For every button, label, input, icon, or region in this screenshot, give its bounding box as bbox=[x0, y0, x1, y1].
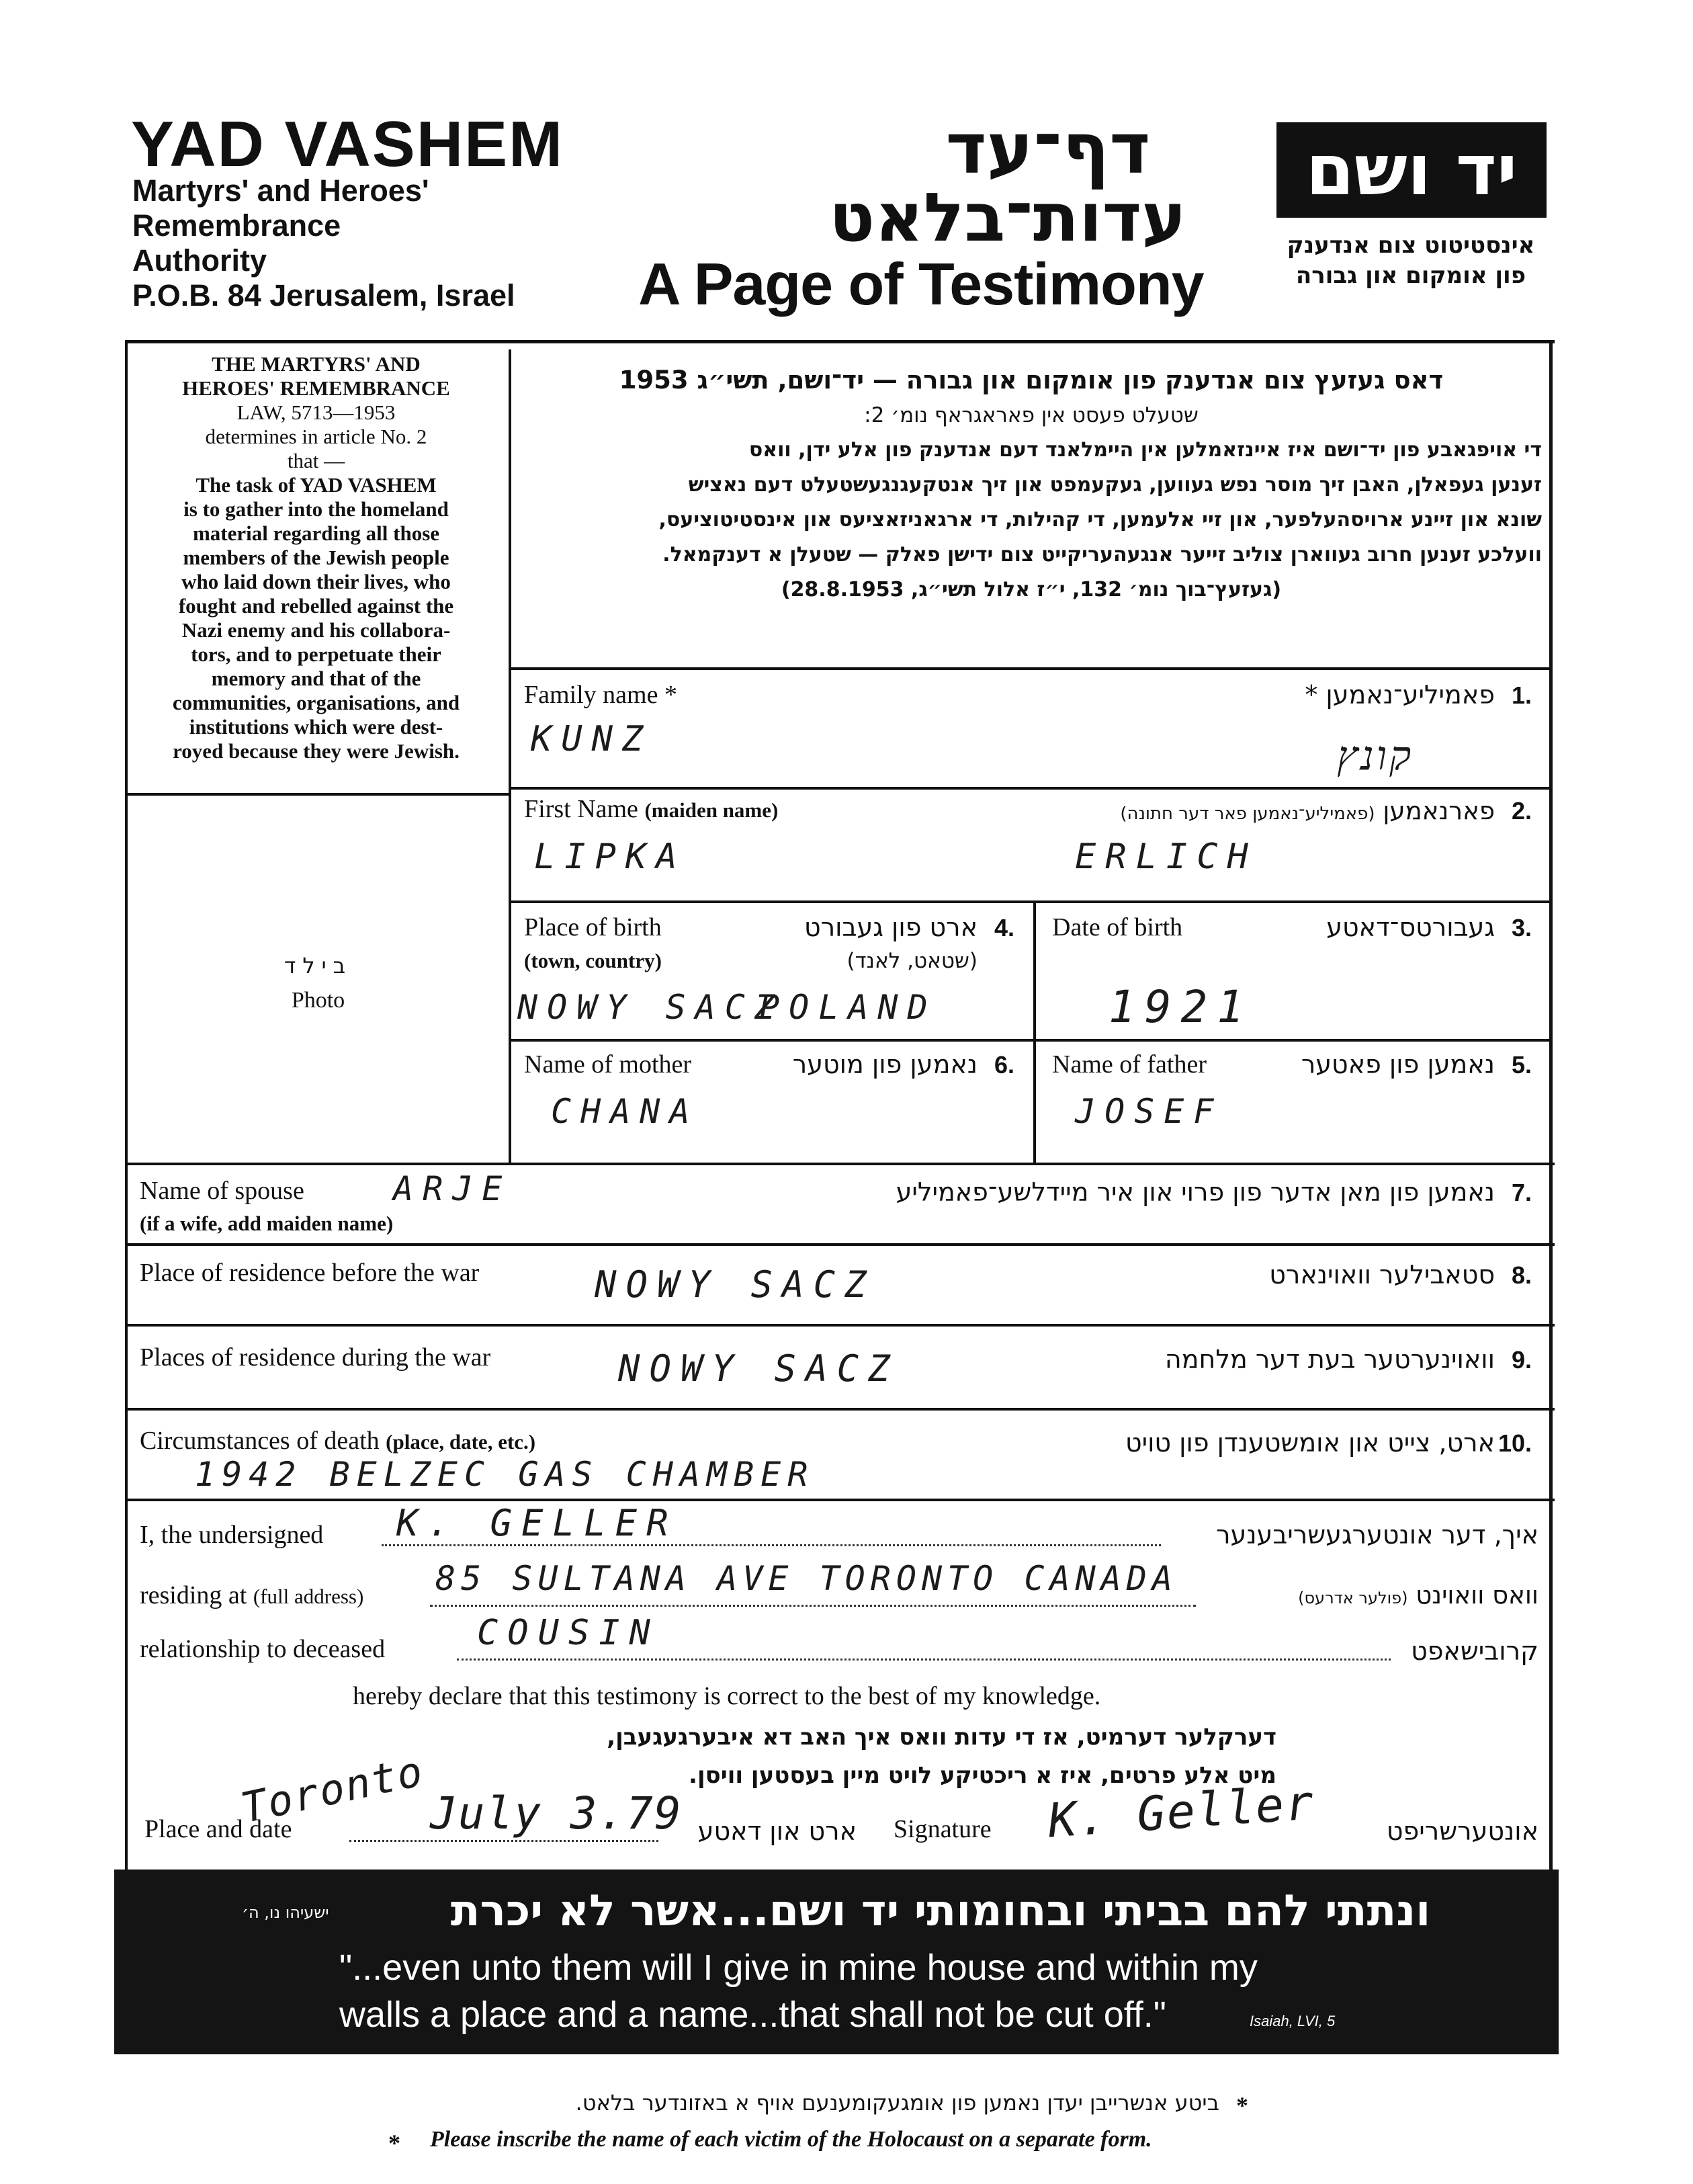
declaration-yiddish-1: דערקלער דערמיט, אז די עדות וואס איך האב דא איבערגעגעבן, bbox=[607, 1724, 1276, 1751]
residing-label-note: (full address) bbox=[253, 1585, 364, 1608]
banner-ref-hebrew: ישעיהו נו, ה׳ bbox=[242, 1903, 329, 1922]
signature-value[interactable]: K. Geller bbox=[1046, 1775, 1317, 1849]
residing-label bbox=[140, 1581, 363, 1610]
law-line: tors, and to perpetuate their bbox=[191, 642, 441, 666]
circumstances-of-death-label-yiddish: ארט, צייט און אומשטענדן פון טויט bbox=[1125, 1428, 1495, 1458]
field-number: 6. bbox=[994, 1051, 1015, 1079]
org-sub-line: Remembrance bbox=[132, 208, 341, 243]
footer-yiddish: ביטע אנשרייבן יעדן נאמען פון אומגעקומענעם אויף א באזונדער בלאט. bbox=[575, 2090, 1219, 2115]
date-of-birth-value[interactable]: 1921 bbox=[1109, 981, 1253, 1033]
date-of-birth-label-yiddish: געבורטס־דאטע bbox=[1326, 913, 1495, 942]
field-number: 3. bbox=[1512, 914, 1532, 941]
undersigned-label: I, the undersigned bbox=[140, 1521, 324, 1549]
field-number: 10. bbox=[1498, 1429, 1532, 1457]
residing-label-text: residing at bbox=[140, 1581, 247, 1609]
field-number: 1. bbox=[1512, 681, 1532, 709]
logo-sub-1: אינסטיטוט צום אנדענק bbox=[1287, 232, 1535, 259]
family-name-label-yiddish: פאמיליע־נאמען * bbox=[1305, 680, 1495, 710]
circumstances-label-text: Circumstances of death bbox=[140, 1427, 380, 1455]
law-line: material regarding all those bbox=[192, 521, 440, 545]
scripture-banner bbox=[114, 1870, 1559, 2054]
family-name-value[interactable]: KUNZ bbox=[531, 719, 653, 759]
law-line: Nazi enemy and his collabora- bbox=[181, 618, 451, 642]
law-yiddish-line: וועלכע זענען חרוב געווארן צוליב זייער אנגעהעריקייט צום ידישן פאלק — שטעלן א דענקמאל. bbox=[662, 543, 1542, 566]
residing-value[interactable]: 85 SULTANA AVE TORONTO CANADA bbox=[435, 1559, 1178, 1598]
law-line: fought and rebelled against the bbox=[178, 594, 454, 618]
law-yiddish bbox=[521, 363, 1542, 607]
law-line: is to gather into the homeland bbox=[183, 497, 449, 521]
residence-before-war-value[interactable]: NOWY SACZ bbox=[595, 1263, 876, 1306]
birth-country-value[interactable]: POLAND bbox=[759, 988, 937, 1027]
undersigned-value[interactable]: K. GELLER bbox=[396, 1502, 678, 1544]
circumstances-of-death-label bbox=[140, 1426, 535, 1456]
logo-text: יד ושם bbox=[1305, 129, 1518, 211]
relationship-value[interactable]: COUSIN bbox=[477, 1613, 660, 1653]
law-yiddish-line: שטעלט פעסט אין פאראגראף נומ׳ 2: bbox=[864, 403, 1199, 427]
mother-name-label-yiddish: נאמען פון מוטער bbox=[792, 1050, 978, 1079]
page-title: A Page of Testimony bbox=[638, 251, 1204, 317]
first-name-label-yiddish bbox=[1120, 796, 1495, 825]
family-name-value-yiddish[interactable]: קונץ bbox=[1337, 732, 1414, 780]
law-line: institutions which were dest- bbox=[189, 715, 443, 739]
signature-label: Signature bbox=[894, 1815, 992, 1843]
residing-heb: וואס וואוינט bbox=[1416, 1581, 1538, 1609]
field-number: 2. bbox=[1512, 797, 1532, 825]
place-and-date-label-yiddish: ארט און דאטע bbox=[697, 1816, 857, 1846]
spouse-name-value[interactable]: ARJE bbox=[393, 1169, 512, 1208]
banner-english-1: "...even unto them will I give in mine house and within my bbox=[339, 1947, 1258, 1988]
yiddish-title-1: דף־עד bbox=[945, 108, 1151, 190]
law-line: members of the Jewish people bbox=[183, 546, 449, 569]
org-name: YAD VASHEM bbox=[131, 108, 564, 180]
field-number: 5. bbox=[1512, 1051, 1532, 1079]
field-number: 4. bbox=[994, 914, 1015, 941]
org-sub-line: Martyrs' and Heroes' bbox=[132, 173, 429, 208]
org-sub-line: P.O.B. 84 Jerusalem, Israel bbox=[132, 278, 515, 312]
field-number: 8. bbox=[1512, 1261, 1532, 1289]
father-name-value[interactable]: JOSEF bbox=[1075, 1092, 1223, 1131]
yiddish-title-2: עדות־בלאט bbox=[829, 178, 1186, 257]
residence-before-war-label-yiddish: סטאבילער וואוינארט bbox=[1269, 1260, 1495, 1290]
org-sub-line: Authority bbox=[132, 243, 267, 278]
law-line: The task of YAD VASHEM bbox=[196, 473, 437, 497]
law-yiddish-line: שונא און זיינע ארויסהעלפער, און זיי אלעמען, די קהילות, די ארגאניזאציעס און אינסטיטוציעס, bbox=[658, 508, 1542, 532]
first-name-label bbox=[524, 794, 778, 824]
undersigned-label-yiddish: איך, דער אונטערגעשריבענער bbox=[1216, 1520, 1538, 1550]
banner-hebrew: ונתתי להם בביתי ובחומותי יד ושם...אשר לא יכרת bbox=[450, 1886, 1431, 1936]
footer-english: Please inscribe the name of each victim of the Holocaust on a separate form. bbox=[430, 2127, 1152, 2152]
place-value[interactable]: Toronto bbox=[236, 1746, 428, 1833]
law-line: that — bbox=[287, 449, 345, 472]
birth-town-value[interactable]: NOWY SACZ bbox=[517, 988, 784, 1027]
law-line: LAW, 5713—1953 bbox=[236, 401, 396, 424]
date-of-birth-label: Date of birth bbox=[1052, 913, 1183, 941]
signature-label-yiddish: אונטערשריפט bbox=[1386, 1816, 1538, 1846]
residence-during-war-label-yiddish: וואוינערטער בעת דער מלחמה bbox=[1164, 1345, 1495, 1374]
declaration-english: hereby declare that this testimony is correct to the best of my knowledge. bbox=[353, 1682, 1101, 1710]
father-name-label: Name of father bbox=[1052, 1050, 1207, 1079]
field-number: 9. bbox=[1512, 1346, 1532, 1374]
law-line: who laid down their lives, who bbox=[181, 570, 451, 593]
photo-label: Photo bbox=[291, 988, 345, 1013]
law-yiddish-line: זענען געפאלן, האבן זיך מוסר נפש געווען, געקעמפט און זיך אנטקעגנגעשטעלט דעם נאציש bbox=[688, 473, 1542, 497]
org-subtitle bbox=[132, 173, 515, 313]
law-line: communities, organisations, and bbox=[172, 691, 460, 714]
law-yiddish-line: דאס געזעץ צום אנדענק פון אומקום און גבורה — יד־ושם, תשי״ג 1953 bbox=[619, 366, 1444, 394]
footer-asterisk: * bbox=[1236, 2092, 1248, 2119]
date-value[interactable]: July 3.79 bbox=[430, 1788, 683, 1839]
law-line: memory and that of the bbox=[211, 667, 421, 690]
spouse-name-label-yiddish: נאמען פון מאן אדער פון פרוי און איר מיידלשע־פאמיליע bbox=[896, 1177, 1495, 1207]
law-line: HEROES' REMEMBRANCE bbox=[182, 376, 450, 400]
relationship-label-yiddish: קרובישאפט bbox=[1411, 1636, 1538, 1666]
spouse-name-label: Name of spouse bbox=[140, 1177, 304, 1205]
banner-english-2: walls a place and a name...that shall not be cut off." bbox=[339, 1994, 1166, 2035]
first-name-heb: פארנאמען bbox=[1383, 796, 1495, 825]
first-name-label-text: First Name bbox=[524, 795, 638, 823]
law-yiddish-line: (געזעץ־בוך נומ׳ 132, י״ז אלול תשי״ג, 28.8.1953) bbox=[781, 578, 1282, 601]
relationship-label: relationship to deceased bbox=[140, 1635, 386, 1663]
residing-heb-note: (פולער אדרעס) bbox=[1298, 1589, 1408, 1607]
field-number: 7. bbox=[1512, 1179, 1532, 1206]
residence-during-war-label: Places of residence during the war bbox=[140, 1343, 491, 1372]
footer-asterisk: * bbox=[388, 2130, 400, 2156]
residing-label-yiddish bbox=[1298, 1581, 1538, 1609]
declaration-yiddish-2: מיט אלע פרטים, איז א ריכטיקע לויט מיין בעסטען וויסן. bbox=[689, 1762, 1276, 1789]
yad-vashem-logo bbox=[1276, 122, 1547, 218]
circumstances-label-note: (place, date, etc.) bbox=[386, 1430, 536, 1454]
father-name-label-yiddish: נאמען פון פאטער bbox=[1301, 1050, 1495, 1079]
banner-ref-english: Isaiah, LVI, 5 bbox=[1250, 2013, 1336, 2029]
place-of-birth-label-yiddish: ארט פון געבורט bbox=[804, 913, 978, 942]
spouse-name-note: (if a wife, add maiden name) bbox=[140, 1212, 394, 1235]
logo-sub-2: פון אומקום און גבורה bbox=[1295, 262, 1526, 289]
law-english bbox=[133, 352, 499, 763]
residence-during-war-value[interactable]: NOWY SACZ bbox=[618, 1347, 900, 1390]
circumstances-of-death-value[interactable]: 1942 BELZEC GAS CHAMBER bbox=[195, 1455, 815, 1494]
first-name-label-note: (maiden name) bbox=[644, 798, 779, 822]
place-of-birth-note: (town, country) bbox=[524, 949, 662, 972]
place-of-birth-label: Place of birth bbox=[524, 913, 662, 941]
place-and-date-label: Place and date bbox=[144, 1815, 292, 1843]
family-name-label: Family name * bbox=[524, 681, 677, 709]
maiden-name-value[interactable]: ERLICH bbox=[1075, 837, 1258, 877]
first-name-value[interactable]: LIPKA bbox=[534, 837, 687, 877]
residence-before-war-label: Place of residence before the war bbox=[140, 1259, 480, 1287]
first-name-heb-note: (פאמיליע־נאמען פאר דער חתונה) bbox=[1120, 804, 1375, 824]
law-yiddish-line: די אויפגאבע פון יד־ושם איז איינזאמלען אין היימלאנד דעם אנדענק פון אלע ידן, וואס bbox=[748, 438, 1542, 462]
law-line: royed because they were Jewish. bbox=[173, 739, 460, 763]
mother-name-label: Name of mother bbox=[524, 1050, 692, 1079]
place-of-birth-note-yiddish: (שטאט, לאנד) bbox=[846, 949, 978, 973]
photo-label-yiddish: בילד bbox=[284, 953, 353, 978]
law-line: THE MARTYRS' AND bbox=[212, 352, 421, 376]
law-line: determines in article No. 2 bbox=[205, 425, 427, 448]
mother-name-value[interactable]: CHANA bbox=[551, 1092, 699, 1131]
